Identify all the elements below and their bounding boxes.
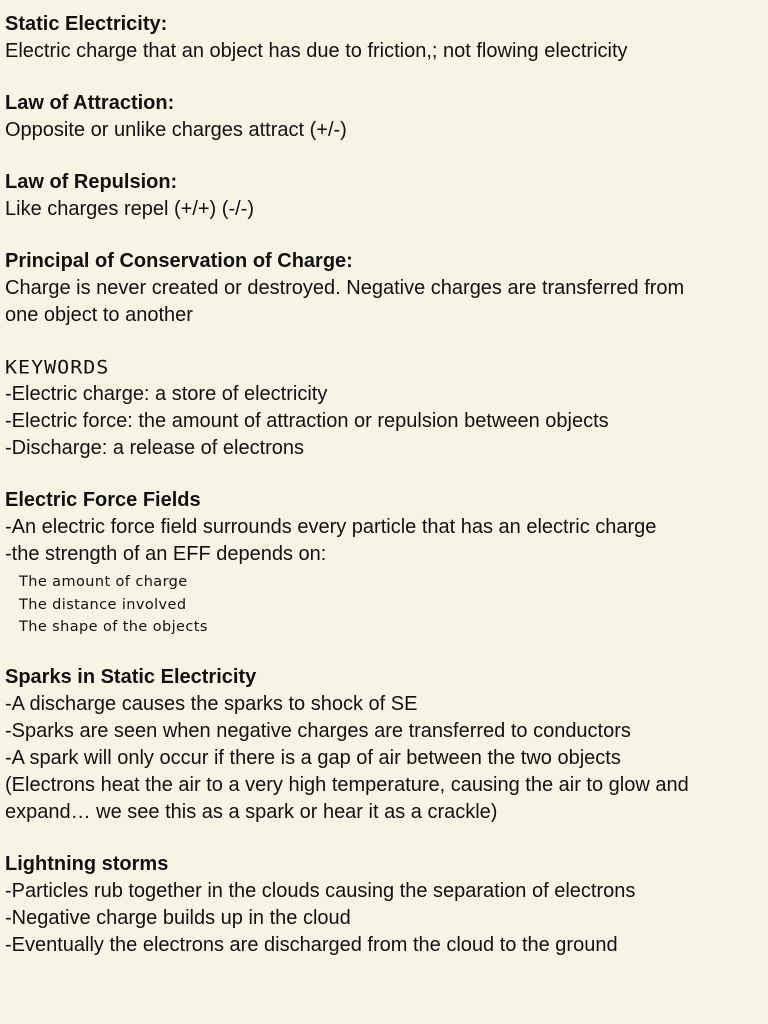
section-static-electricity bbox=[5, 11, 768, 65]
section-heading: Law of Attraction: bbox=[5, 92, 175, 114]
section-heading: Lightning storms bbox=[5, 853, 169, 876]
section-line: Like charges repel (+/+) (-/-) bbox=[5, 198, 254, 220]
section-line: -An electric force field surrounds every particle that has an electric charge bbox=[5, 516, 657, 538]
section-line: Charge is never created or destroyed. Negative charges are transferred from bbox=[5, 277, 685, 299]
section-heading: Static Electricity: bbox=[5, 13, 168, 35]
section-line: Opposite or unlike charges attract (+/-) bbox=[5, 119, 347, 141]
eff-factor-item: The shape of the objects bbox=[19, 619, 208, 636]
section-line: -Eventually the electrons are discharged from the cloud to the ground bbox=[5, 934, 618, 957]
section-heading: Electric Force Fields bbox=[5, 489, 201, 511]
section-conservation-of-charge bbox=[5, 248, 768, 329]
section-line: -Electric force: the amount of attraction or repulsion between objects bbox=[5, 410, 609, 432]
eff-factor-item: The distance involved bbox=[19, 596, 187, 613]
section-line: (Electrons heat the air to a very high temperature, causing the air to glow and bbox=[5, 774, 689, 797]
section-line: -A discharge causes the sparks to shock of SE bbox=[5, 693, 418, 716]
section-line: one object to another bbox=[5, 304, 193, 326]
eff-factor-item: The amount of charge bbox=[19, 574, 188, 590]
section-electric-force-fields bbox=[5, 487, 768, 639]
section-heading: Principal of Conservation of Charge: bbox=[5, 250, 353, 272]
section-line: Electric charge that an object has due to friction,; not flowing electricity bbox=[5, 40, 628, 62]
section-keywords bbox=[5, 354, 768, 462]
eff-factor-list bbox=[5, 568, 768, 639]
section-heading: Sparks in Static Electricity bbox=[5, 666, 257, 689]
section-heading: Law of Repulsion: bbox=[5, 171, 178, 193]
section-line: -Discharge: a release of electrons bbox=[5, 437, 305, 459]
keywords-heading: KEYWORDS bbox=[5, 356, 110, 379]
section-lightning-storms bbox=[5, 851, 768, 959]
section-line: -A spark will only occur if there is a gap of air between the two objects bbox=[5, 747, 621, 770]
section-line: -Sparks are seen when negative charges are transferred to conductors bbox=[5, 720, 631, 743]
section-sparks bbox=[5, 664, 768, 826]
section-line: -the strength of an EFF depends on: bbox=[5, 543, 327, 565]
section-law-of-attraction bbox=[5, 90, 768, 144]
section-line: -Particles rub together in the clouds causing the separation of electrons bbox=[5, 880, 636, 903]
section-line: -Electric charge: a store of electricity bbox=[5, 383, 328, 405]
section-line: -Negative charge builds up in the cloud bbox=[5, 907, 351, 930]
section-line: expand… we see this as a spark or hear it as a crackle) bbox=[5, 801, 498, 824]
section-law-of-repulsion bbox=[5, 169, 768, 223]
